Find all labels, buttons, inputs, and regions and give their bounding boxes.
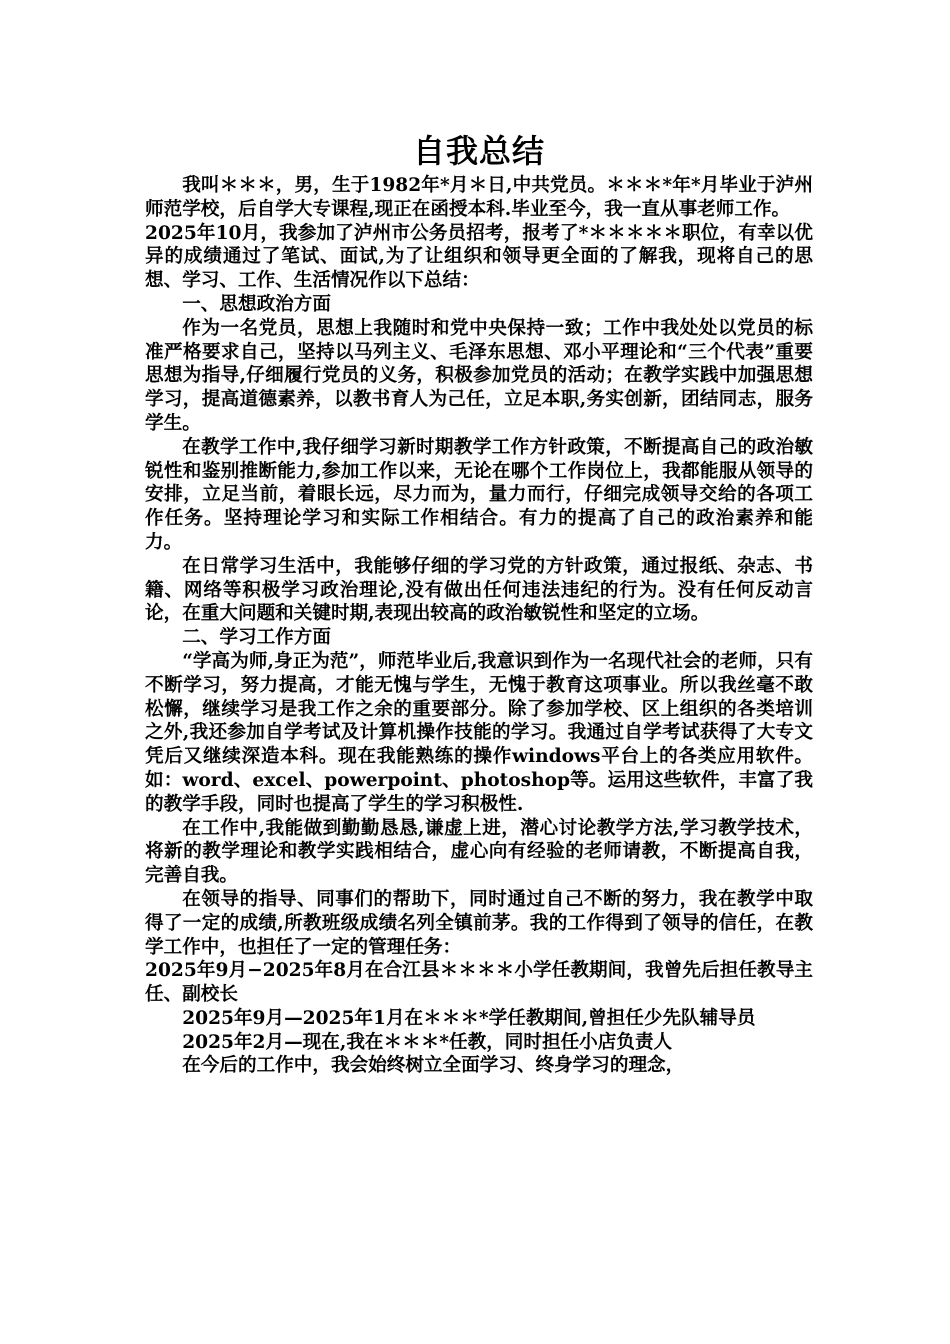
paragraph-future: 在今后的工作中，我会始终树立全面学习、终身学习的理念， — [182, 1055, 685, 1077]
paragraph-intro: 我叫＊＊＊，男，生于1982年*月＊日,中共党员。＊＊＊*年*月毕业于泸州师范学校，后自学大专课程,现正在函授本科.毕业至今，我一直从事老师工作。 — [145, 175, 813, 220]
document-title: 自我总结 — [412, 132, 545, 170]
paragraph-study-3: 在领导的指导、同事们的帮助下，同时通过自己不断的努力，我在教学中取得了一定的成绩,所教班级成绩名列全镇前茅。我的工作得到了领导的信任，在教学工作中，也担任了一定的管理任务： — [145, 888, 813, 958]
document-body — [145, 174, 813, 1078]
section-heading-study-work: 二、学习工作方面 — [182, 627, 331, 649]
section-heading-politics: 一、思想政治方面 — [182, 293, 331, 315]
paragraph-study-1: “学高为师,身正为范”，师范毕业后,我意识到作为一名现代社会的老师，只有不断学习，努力提高，才能无愧与学生，无愧于教育这项事业。所以我丝毫不敢松懈，继续学习是我工作之余的重要部分。除了参加学校、区上组织的各类培训之外,我还参加自学考试及计算机操作技能的学习。我通过自学考试获得了大专文凭后又继续深造本科。现在我能熟练的操作windows平台上的各类应用软件。如：word、excel、powerpoint、photoshop等。运用这些软件，丰富了我的教学手段，同时也提高了学生的学习积极性. — [145, 650, 813, 815]
paragraph-position-3: 2025年2月—现在,我在＊＊＊*任教，同时担任小店负责人 — [182, 1031, 673, 1053]
paragraph-study-2: 在工作中,我能做到勤勤恳恳,谦虚上进，潜心讨论教学方法,学习教学技术，将新的教学理论和教学实践相结合，虚心向有经验的老师请教，不断提高自我，完善自我。 — [145, 817, 813, 887]
paragraph-politics-1: 作为一名党员，思想上我随时和党中央保持一致；工作中我处处以党员的标准严格要求自己，坚持以马列主义、毛泽东思想、邓小平理论和“三个代表”重要思想为指导,仔细履行党员的义务，积极参加党员的活动；在教学实践中加强思想学习，提高道德素养，以教书育人为己任，立足本职,务实创新，团结同志，服务学生。 — [145, 317, 813, 434]
paragraph-exam: 2025年10月，我参加了泸州市公务员招考，报考了*＊＊＊＊＊职位，有幸以优异的成绩通过了笔试、面试,为了让组织和领导更全面的了解我，现将自己的思想、学习、工作、生活情况作以下总结： — [145, 222, 813, 292]
paragraph-position-1: 2025年9月−2025年8月在合江县＊＊＊＊小学任教期间，我曾先后担任教导主任、副校长 — [145, 960, 813, 1006]
paragraph-politics-2: 在教学工作中,我仔细学习新时期教学工作方针政策，不断提高自己的政治敏锐性和鉴别推断能力,参加工作以来，无论在哪个工作岗位上，我都能服从领导的安排，立足当前，着眼长远，尽力而为，量力而行，仔细完成领导交给的各项工作任务。坚持理论学习和实际工作相结合。有力的提高了自己的政治素养和能力。 — [145, 436, 813, 553]
paragraph-politics-3: 在日常学习生活中，我能够仔细的学习党的方针政策，通过报纸、杂志、书籍、网络等积极学习政治理论,没有做出任何违法违纪的行为。没有任何反动言论，在重大问题和关键时期,表现出较高的政治敏锐性和坚定的立场。 — [145, 555, 813, 625]
paragraph-position-2: 2025年9月—2025年1月在＊＊＊*学任教期间,曾担任少先队辅导员 — [182, 1007, 756, 1029]
document-page — [145, 128, 813, 1078]
